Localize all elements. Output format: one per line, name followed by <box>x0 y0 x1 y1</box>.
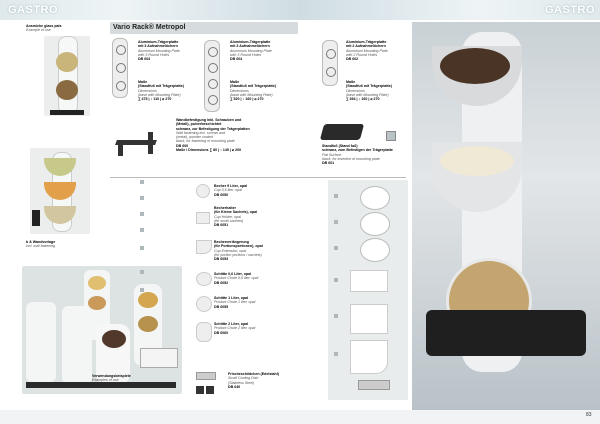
rack-1-dims: Maße (Standfuß mit Trägerplatte) Dimensions (base with Mounting Plate) ∑ 475 | ↕ 110 | ⌀ 270 <box>138 80 184 102</box>
wall-mount-text: Wandbefestigung inkl. Schrauben und (Metall), pulverbeschichtet schwarz, zur Befestigung der Trägerplatten Wall fastening incl. screws and (metal), powder coated black, for fastening of mounting plate DB 600 Maße / Dimensions ∑ 80 | ↕ 145 | ⌀ 200 <box>176 118 250 153</box>
accessory-image-extension <box>196 240 212 254</box>
accessory-icon-a <box>196 386 204 394</box>
accessory-icon-b <box>206 386 214 394</box>
floor-stand-text: Standfuß (Stand fuß) schwarz, zum Befestigen der Trägerplatte Flat Surface black, for insertion of mounting plate DB 601 <box>322 144 393 166</box>
accessory-5: Schtitte 1 Liter, opal Product Chute 1 liter, opal DB 6055 <box>214 296 256 309</box>
header-band <box>0 0 600 20</box>
rack-2-text: Aluminium-Trägerplatte mit 3 Aufnahmelöchern Aluminium Mounting Plate with 3 Round Holes DB 604 <box>230 40 272 62</box>
page-number-right: 83 <box>586 412 592 418</box>
accessory-image-holder <box>196 212 210 224</box>
accessory-image-chute-06 <box>196 272 212 286</box>
product-photo-2-holes <box>44 36 90 116</box>
header-left: GASTRO <box>8 4 59 16</box>
left-top-caption: Ansmiche glass pais Example of use <box>26 24 62 33</box>
left-bottom-caption: Verwendungsbeispiele Examples of use <box>92 374 131 383</box>
main-product-photo <box>412 22 600 410</box>
floor-stand-image <box>320 124 364 140</box>
rack-image-3 <box>322 40 338 86</box>
product-photo-wall <box>30 148 90 234</box>
accessory-image-chute-2 <box>196 322 212 342</box>
accessory-2: Becherhalter (für Kleine Sachets), opal Cup Holder, opal (for small sachets) DB 6051 <box>214 206 258 228</box>
rack-2-dims: Maße (Standfuß mit Trägerplatte) Dimensions (base with Mounting Plate) ∑ 520 | ↕ 160 | ⌀ 270 <box>230 80 276 102</box>
rack-1-text: Aluminium-Trägerplatte mit 3 Aufnahmelöchern Aluminium Mounting Plate with 3 Round Holes DB 603 <box>138 40 180 62</box>
header-right: GASTRO <box>545 4 596 16</box>
accessory-image-dish <box>196 372 216 380</box>
accessory-image-cup <box>196 184 210 198</box>
accessory-1: Becher 9 Liter, opal Cup 0,6 liter, opal DB 6050 <box>214 184 248 197</box>
footer-band <box>0 410 600 424</box>
floor-stand-tile <box>386 131 396 141</box>
accessory-7: Frischeschildchen (Edelstahl) Small Cooling Dish (Stainless Steel) DB 640 <box>228 372 279 389</box>
accessory-squares <box>138 180 174 380</box>
assembly-panel <box>328 180 408 400</box>
accessory-6: Schtitte 2 Liter, opal Product Chute 2 liter, opal DB 6060 <box>214 322 256 335</box>
wall-mount-image <box>112 128 160 158</box>
accessory-4: Schtitte 0,6 Liter, opal Product Chute 0,6 liter, opal DB 6052 <box>214 272 259 285</box>
rack-image-2 <box>204 40 220 112</box>
rack-3-dims: Maße (Standfuß mit Trägerplatte) Dimensions (base with Mounting Plate) ∑ 394 | ↕ 160 | ⌀ 270 <box>346 80 392 102</box>
page-title: Vario Rack® Metropol <box>113 24 186 31</box>
accessory-3: Becherverlängerung (für Portionsportionen), opal Cup Extension, opal (for portion portions / sachets) DB 6053 <box>214 240 263 262</box>
left-mid-caption: b & Wandvorlage incl. wall fastening <box>26 240 56 249</box>
rack-3-text: Aluminium-Trägerplatte mit 2 Aufnahmelöchern Aluminium Mounting Plate with 2 Round Holes DB 602 <box>346 40 388 62</box>
rack-image-1 <box>112 38 128 98</box>
accessory-image-chute-1 <box>196 296 212 312</box>
section-divider <box>110 177 406 178</box>
